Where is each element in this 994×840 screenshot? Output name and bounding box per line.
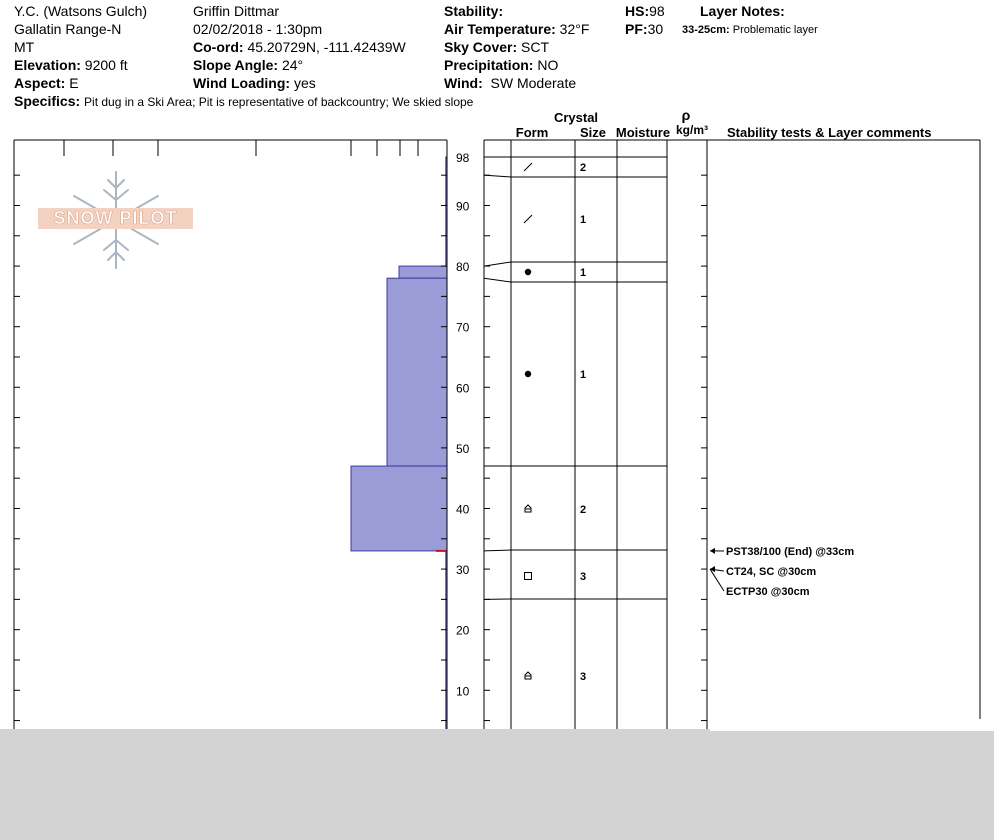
- aspect-label: Aspect:: [14, 75, 66, 91]
- observation-datetime: 02/02/2018 - 1:30pm: [193, 21, 323, 37]
- stability-test-label: CT24, SC @30cm: [726, 566, 817, 578]
- wind-loading-label: Wind Loading:: [193, 75, 291, 91]
- layer-note-text: Problematic layer: [732, 24, 818, 36]
- range-name: Gallatin Range-N: [14, 21, 122, 37]
- depth-label: 80: [456, 260, 470, 275]
- sky-label: Sky Cover:: [444, 39, 518, 55]
- depth-label: 10: [456, 684, 470, 699]
- location-name: Y.C. (Watsons Gulch): [14, 3, 148, 19]
- hs-label: HS:: [625, 3, 650, 19]
- layer-size-label: 2: [580, 504, 587, 516]
- specifics-label: Specifics:: [14, 93, 81, 109]
- test-leader-line: [710, 569, 724, 591]
- wind-label: Wind:: [444, 75, 483, 91]
- slope-label: Slope Angle:: [193, 57, 279, 73]
- air-temp-value: 32°F: [559, 21, 590, 37]
- layer-note-range: 33-25cm:: [682, 24, 730, 36]
- stability-label: Stability:: [444, 3, 504, 19]
- form-decomposing-icon: [524, 163, 532, 171]
- form-rounded-icon: [525, 371, 531, 377]
- moisture-header: Moisture: [615, 125, 671, 140]
- coord-value: 45.20729N, -111.42439W: [247, 39, 406, 55]
- form-faceted-icon: [525, 573, 532, 580]
- layer-size-label: 2: [580, 162, 587, 174]
- specifics-value: Pit dug in a Ski Area; Pit is representative of backcountry; We skied slope: [84, 95, 474, 109]
- form-depth-hoar-icon: [525, 672, 531, 679]
- layer-connector: [484, 550, 511, 551]
- elevation-label: Elevation:: [14, 57, 81, 73]
- stability-test-label: ECTP30 @30cm: [726, 586, 810, 598]
- comments-header: Stability tests & Layer comments: [727, 125, 932, 140]
- form-header: Form: [515, 125, 549, 140]
- depth-label: 50: [456, 441, 470, 456]
- aspect-value: E: [69, 75, 79, 91]
- depth-label: 20: [456, 623, 470, 638]
- hardness-bar: [387, 278, 447, 466]
- size-header: Size: [579, 125, 607, 140]
- hs-value: 98: [649, 3, 665, 19]
- form-decomposing-icon: [524, 215, 532, 223]
- logo-text: SNOW PILOT: [38, 208, 193, 229]
- coord-label: Co-ord:: [193, 39, 244, 55]
- layer-size-label: 1: [580, 369, 587, 381]
- layer-notes-label: Layer Notes:: [700, 3, 785, 19]
- state-name: MT: [14, 39, 35, 55]
- wind-value: SW Moderate: [490, 75, 577, 91]
- layer-size-label: 1: [580, 267, 587, 279]
- depth-label: 70: [456, 320, 470, 335]
- depth-label: 30: [456, 563, 470, 578]
- hardness-bar: [351, 466, 447, 551]
- depth-label: 40: [456, 502, 470, 517]
- observer-name: Griffin Dittmar: [193, 3, 280, 19]
- wind-loading-value: yes: [293, 75, 316, 91]
- slope-value: 24°: [281, 57, 304, 73]
- test-arrow-icon: [710, 548, 715, 554]
- density-unit: kg/m³: [675, 123, 709, 137]
- precip-value: NO: [537, 57, 559, 73]
- sheet-bottom-strip: [710, 719, 994, 731]
- depth-label: 98: [456, 151, 470, 165]
- form-rounded-icon: [525, 269, 531, 275]
- hardness-bar: [399, 266, 447, 278]
- layer-connector: [484, 175, 511, 177]
- elevation-value: 9200 ft: [84, 57, 128, 73]
- stability-test-label: PST38/100 (End) @33cm: [726, 546, 855, 558]
- pf-label: PF:: [625, 21, 648, 37]
- depth-label: 90: [456, 199, 470, 214]
- layer-size-label: 1: [580, 214, 587, 226]
- density-symbol: ρ: [681, 107, 691, 123]
- air-temp-label: Air Temperature:: [444, 21, 556, 37]
- layer-size-label: 3: [580, 671, 587, 683]
- pf-value: 30: [647, 21, 664, 37]
- layer-connector: [484, 262, 511, 266]
- layer-connector: [484, 278, 511, 282]
- precip-label: Precipitation:: [444, 57, 534, 73]
- sky-value: SCT: [521, 39, 550, 55]
- layer-size-label: 3: [580, 571, 587, 583]
- crystal-header: Crystal: [553, 110, 599, 125]
- depth-label: 60: [456, 381, 470, 396]
- form-depth-hoar-icon: [525, 505, 531, 512]
